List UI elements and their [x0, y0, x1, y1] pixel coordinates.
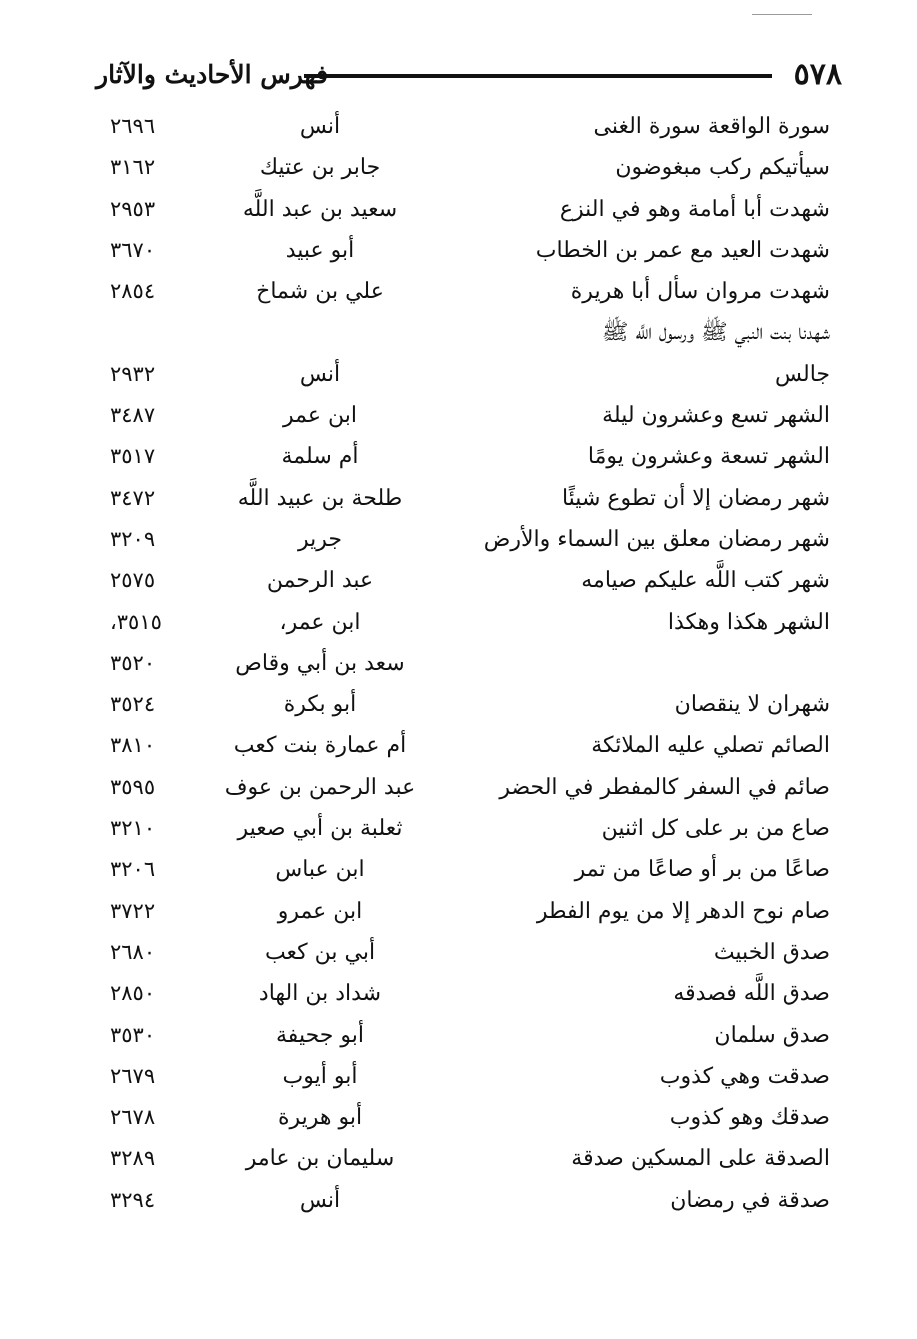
- narrator-name: أنس: [299, 1187, 341, 1213]
- hadith-number: ٣٢٨٩: [110, 1146, 156, 1171]
- hadith-text: شهدنا بنت النبي ﷺ ورسول اللَّه ﷺ: [601, 320, 830, 346]
- narrator-name: شداد بن الهاد: [258, 981, 382, 1007]
- index-row: [110, 436, 830, 477]
- index-row: [110, 808, 830, 849]
- hadith-number: ٢٩٣٢: [110, 361, 156, 386]
- hadith-number: ٣٧٢٢: [110, 898, 156, 923]
- index-row: [110, 395, 830, 436]
- hadith-text: الصدقة على المسكين صدقة: [571, 1146, 830, 1172]
- header-rule: [304, 74, 772, 78]
- narrator-name: سعد بن أبي وقاص: [235, 650, 405, 676]
- hadith-number: ٣٢٠٩: [110, 526, 156, 551]
- hadith-text: صاعًا من بر أو صاعًا من تمر: [574, 857, 830, 883]
- hadith-text: سورة الواقعة سورة الغنى: [593, 114, 830, 139]
- index-row: [110, 189, 830, 230]
- scan-mark-top: [752, 14, 812, 15]
- narrator-name: أم سلمة: [281, 444, 359, 470]
- index-row: [110, 849, 830, 890]
- hadith-number: ٢٥٧٥: [110, 568, 156, 593]
- index-row: [110, 767, 830, 808]
- hadith-text: شهر رمضان معلق بين السماء والأرض: [483, 526, 830, 552]
- hadith-text: صدقت وهي كذوب: [659, 1063, 830, 1089]
- hadith-number: ٣٥١٧: [110, 444, 156, 469]
- hadith-text: صائم في السفر كالمفطر في الحضر: [499, 774, 830, 800]
- hadith-number: ٣٥٢٠: [110, 650, 156, 675]
- index-row: [110, 602, 830, 643]
- index-row: [110, 271, 830, 312]
- hadith-text: جالس: [774, 361, 830, 387]
- running-title: فهرس الأحاديث والآثار: [96, 60, 329, 89]
- hadith-number: ٣٥٣٠: [110, 1022, 156, 1047]
- hadith-text: صدق سلمان: [714, 1022, 830, 1048]
- index-row: [110, 519, 830, 560]
- narrator-name: ابن عمر: [283, 403, 357, 429]
- narrator-name: علي بن شماخ: [256, 279, 384, 305]
- hadith-text: الصائم تصلي عليه الملائكة: [591, 733, 830, 759]
- hadith-text: الشهر تسعة وعشرون يومًا: [587, 444, 830, 470]
- narrator-name: عبد الرحمن بن عوف: [224, 774, 416, 800]
- hadith-number: ٣٦٧٠: [110, 237, 156, 262]
- index-row: [110, 354, 830, 395]
- hadith-text: سيأتيكم ركب مبغوضون: [615, 155, 830, 181]
- index-row: [110, 643, 830, 684]
- hadith-text: شهدت أبا أمامة وهو في النزع: [559, 196, 830, 222]
- narrator-name: ابن عباس: [275, 857, 365, 883]
- index-row: [110, 312, 830, 353]
- hadith-text: شهران لا ينقصان: [674, 692, 830, 718]
- narrator-name: سعيد بن عبد اللَّه: [242, 196, 398, 222]
- narrator-name: ابن عمرو: [277, 898, 363, 924]
- hadith-text: شهدت مروان سأل أبا هريرة: [570, 279, 830, 305]
- hadith-number: ٣٥٢٤: [110, 692, 156, 717]
- index-row: [110, 560, 830, 601]
- narrator-name: أنس: [299, 114, 341, 139]
- hadith-text: صام نوح الدهر إلا من يوم الفطر: [536, 898, 830, 924]
- hadith-number: ٣٢١٠: [110, 816, 156, 841]
- hadith-text: الشهر تسع وعشرون ليلة: [602, 403, 830, 429]
- hadith-text: صدق اللَّه فصدقه: [673, 981, 830, 1007]
- narrator-name: أبي بن كعب: [264, 939, 376, 965]
- index-row: [110, 725, 830, 766]
- narrator-name: أنس: [299, 361, 341, 387]
- index-row: [110, 1056, 830, 1097]
- index-row: [110, 478, 830, 519]
- hadith-index-table: [110, 106, 830, 1221]
- hadith-number: ٣١٦٢: [110, 155, 156, 180]
- hadith-number: ٣٥١٥،: [110, 609, 162, 634]
- hadith-number: ٢٨٥٠: [110, 981, 156, 1006]
- hadith-number: ٢٦٧٨: [110, 1105, 156, 1130]
- index-row: [110, 932, 830, 973]
- index-row: [110, 973, 830, 1014]
- narrator-name: أبو جحيفة: [276, 1022, 364, 1048]
- index-row: [110, 684, 830, 725]
- narrator-name: سليمان بن عامر: [245, 1146, 395, 1172]
- hadith-number: ٣٨١٠: [110, 733, 156, 758]
- index-row: [110, 891, 830, 932]
- page-header: [92, 52, 844, 96]
- narrator-name: أم عمارة بنت كعب: [233, 733, 407, 759]
- index-row: [110, 230, 830, 271]
- hadith-text: شهر كتب اللَّه عليكم صيامه: [581, 568, 830, 594]
- narrator-name: أبو عبيد: [285, 237, 355, 263]
- narrator-name: جرير: [298, 526, 342, 552]
- index-row: [110, 1138, 830, 1179]
- narrator-name: جابر بن عتيك: [259, 155, 381, 181]
- narrator-name: أبو أيوب: [282, 1063, 358, 1089]
- hadith-number: ٢٦٩٦: [110, 114, 156, 138]
- narrator-name: ابن عمر،: [279, 609, 361, 635]
- hadith-number: ٢٦٧٩: [110, 1063, 156, 1088]
- hadith-number: ٢٦٨٠: [110, 939, 156, 964]
- hadith-text: صدقك وهو كذوب: [669, 1105, 830, 1131]
- index-row: [110, 1180, 830, 1221]
- hadith-number: ٣٢٩٤: [110, 1187, 156, 1212]
- index-row: [110, 1097, 830, 1138]
- hadith-number: ٣٤٨٧: [110, 403, 156, 428]
- hadith-number: ٢٩٥٣: [110, 196, 156, 221]
- index-row: [110, 1015, 830, 1056]
- narrator-name: أبو بكرة: [283, 692, 357, 718]
- index-row: [110, 106, 830, 147]
- hadith-number: ٢٨٥٤: [110, 279, 156, 304]
- hadith-number: ٣٥٩٥: [110, 774, 156, 799]
- hadith-text: شهر رمضان إلا أن تطوع شيئًا: [561, 485, 830, 511]
- narrator-name: أبو هريرة: [277, 1105, 363, 1131]
- narrator-name: عبد الرحمن: [266, 568, 374, 594]
- page-number: ٥٧٨: [793, 57, 842, 92]
- hadith-text: شهدت العيد مع عمر بن الخطاب: [535, 237, 830, 263]
- hadith-number: ٣٢٠٦: [110, 857, 156, 882]
- hadith-text: صدقة في رمضان: [670, 1187, 830, 1213]
- hadith-number: ٣٤٧٢: [110, 485, 156, 510]
- narrator-name: طلحة بن عبيد اللَّه: [237, 485, 403, 511]
- narrator-name: ثعلبة بن أبي صعير: [237, 816, 403, 842]
- hadith-text: الشهر هكذا وهكذا: [667, 609, 830, 635]
- hadith-text: صدق الخبيث: [713, 939, 830, 965]
- hadith-text: صاع من بر على كل اثنين: [601, 816, 830, 842]
- index-row: [110, 147, 830, 188]
